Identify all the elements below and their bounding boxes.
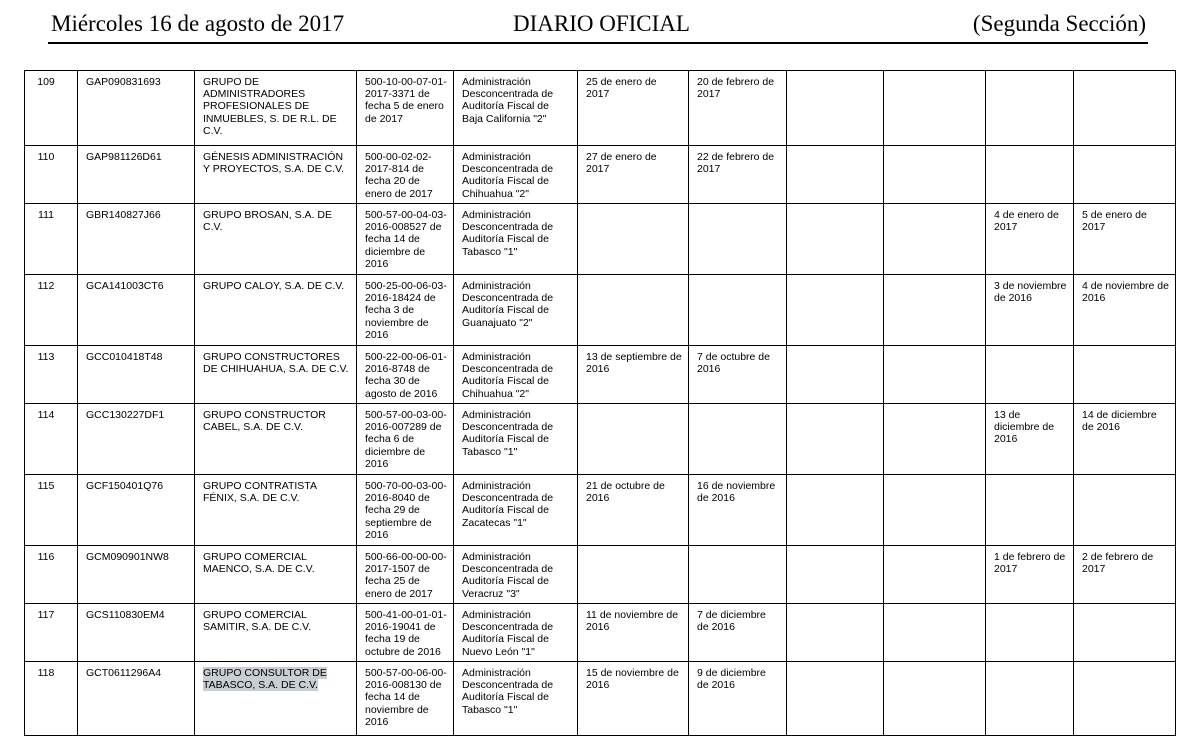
oficio-text: 500-25-00-06-03-2016-18424 de fecha 3 de noviembre de 2016: [365, 280, 447, 341]
blank-cell: [787, 475, 884, 546]
header-date: Miércoles 16 de agosto de 2017: [51, 11, 345, 36]
publication-date-cell: [689, 204, 787, 275]
oficio-text: 500-41-00-01-01-2016-19041 de fecha 19 de octubre de 2016: [365, 609, 447, 658]
row-number: [25, 546, 78, 604]
blank-cell: [884, 404, 986, 475]
publication-date-cell: [689, 404, 787, 475]
authority-cell: [454, 604, 578, 662]
taxpayer-name-cell: [195, 404, 357, 475]
authority-cell: [454, 275, 578, 346]
table-row: [25, 546, 1176, 604]
authority-text: Administración Desconcentrada de Auditoría Fiscal de Tabasco "1": [462, 209, 554, 258]
blank-cell: [884, 146, 986, 204]
row-number-text: 113: [37, 351, 55, 363]
table-row: [25, 475, 1176, 546]
authority-text: Administración Desconcentrada de Auditoría Fiscal de Guanajuato "2": [462, 280, 554, 329]
authority-cell: [454, 71, 578, 146]
taxpayer-name-text: GRUPO CONSTRUCTOR CABEL, S.A. DE C.V.: [203, 409, 326, 434]
date-cell: [986, 475, 1074, 546]
taxpayer-name-cell: [195, 662, 357, 736]
date-cell: [1074, 275, 1176, 346]
date-cell: [986, 404, 1074, 475]
oficio-text: 500-57-00-03-00-2016-007289 de fecha 6 de diciembre de 2016: [365, 409, 447, 470]
date-cell: [986, 204, 1074, 275]
authority-cell: [454, 146, 578, 204]
row-number: [25, 346, 78, 404]
date-cell: [986, 662, 1074, 736]
oficio-text: 500-57-00-04-03-2016-008527 de fecha 14 de diciembre de 2016: [365, 209, 447, 270]
notification-date-cell: [578, 346, 689, 404]
authority-cell: [454, 404, 578, 475]
blank-cell: [787, 204, 884, 275]
row-number-text: 115: [37, 480, 55, 492]
notification-date-text: 21 de octubre de 2016: [586, 480, 665, 505]
taxpayer-name-text: GRUPO DE ADMINISTRADORES PROFESIONALES DE INMUEBLES, S. DE R.L. DE C.V.: [203, 76, 337, 137]
date-text: 1 de febrero de 2017: [994, 551, 1066, 576]
table-row: [25, 71, 1176, 146]
date-cell: [986, 146, 1074, 204]
oficio-cell: [357, 71, 454, 146]
row-number-text: 118: [37, 667, 55, 679]
publication-date-cell: [689, 546, 787, 604]
blank-cell: [884, 604, 986, 662]
rfc-cell: [78, 662, 195, 736]
table-body: [25, 71, 1176, 736]
publication-date-cell: [689, 146, 787, 204]
rfc-cell: [78, 204, 195, 275]
rfc-text: GCS110830EM4: [86, 609, 165, 621]
date-cell: [1074, 475, 1176, 546]
taxpayer-name-text: GRUPO CONSTRUCTORES DE CHIHUAHUA, S.A. DE C.V.: [203, 351, 349, 376]
blank-cell: [787, 346, 884, 404]
date-cell: [1074, 604, 1176, 662]
date-text: 4 de noviembre de 2016: [1082, 280, 1169, 305]
table-row: [25, 662, 1176, 736]
notification-date-cell: [578, 475, 689, 546]
date-text: 14 de diciembre de 2016: [1082, 409, 1157, 434]
authority-text: Administración Desconcentrada de Auditoría Fiscal de Chihuahua "2": [462, 151, 554, 200]
blank-cell: [884, 204, 986, 275]
row-number: [25, 204, 78, 275]
rfc-text: GCC010418T48: [86, 351, 163, 363]
table-row: [25, 604, 1176, 662]
date-text: 4 de enero de 2017: [994, 209, 1059, 234]
rfc-cell: [78, 475, 195, 546]
taxpayer-name-text: GRUPO BROSAN, S.A. DE C.V.: [203, 209, 332, 234]
row-number: [25, 146, 78, 204]
rfc-text: GCT0611296A4: [86, 667, 162, 679]
authority-text: Administración Desconcentrada de Auditoría Fiscal de Baja California "2": [462, 76, 554, 125]
row-number: [25, 275, 78, 346]
date-cell: [1074, 662, 1176, 736]
date-text: 2 de febrero de 2017: [1082, 551, 1154, 576]
authority-text: Administración Desconcentrada de Auditoría Fiscal de Veracruz "3": [462, 551, 554, 600]
publication-date-cell: [689, 346, 787, 404]
header-publication-title: DIARIO OFICIAL: [513, 11, 690, 36]
publication-date-text: 7 de octubre de 2016: [697, 351, 770, 376]
publication-date-cell: [689, 475, 787, 546]
notification-date-cell: [578, 204, 689, 275]
notification-date-cell: [578, 275, 689, 346]
selected-text[interactable]: GRUPO CONSULTOR DE TABASCO, S.A. DE C.V.: [203, 667, 327, 692]
taxpayer-name-cell: [195, 275, 357, 346]
blank-cell: [787, 275, 884, 346]
authority-cell: [454, 662, 578, 736]
taxpayer-name-cell: [195, 604, 357, 662]
date-text: 3 de noviembre de 2016: [994, 280, 1067, 305]
notification-date-text: 13 de septiembre de 2016: [586, 351, 682, 376]
publication-date-cell: [689, 662, 787, 736]
oficio-text: 500-57-00-06-00-2016-008130 de fecha 14 de noviembre de 2016: [365, 667, 447, 728]
blank-cell: [787, 146, 884, 204]
rfc-cell: [78, 404, 195, 475]
notification-date-text: 27 de enero de 2017: [586, 151, 657, 176]
date-cell: [1074, 404, 1176, 475]
taxpayer-name-cell: [195, 475, 357, 546]
blank-cell: [787, 404, 884, 475]
row-number-text: 117: [37, 609, 55, 621]
blank-cell: [884, 475, 986, 546]
oficio-cell: [357, 662, 454, 736]
publication-date-text: 20 de febrero de 2017: [697, 76, 775, 101]
page-header: [48, 8, 1148, 44]
authority-text: Administración Desconcentrada de Auditoría Fiscal de Tabasco "1": [462, 409, 554, 458]
notification-date-cell: [578, 71, 689, 146]
notification-date-cell: [578, 404, 689, 475]
blank-cell: [884, 546, 986, 604]
publication-date-cell: [689, 275, 787, 346]
blank-cell: [884, 346, 986, 404]
date-cell: [1074, 146, 1176, 204]
rfc-text: GCA141003CT6: [86, 280, 164, 292]
authority-cell: [454, 475, 578, 546]
rfc-text: GAP090831693: [86, 76, 161, 88]
publication-date-cell: [689, 604, 787, 662]
rfc-cell: [78, 604, 195, 662]
authority-text: Administración Desconcentrada de Auditoría Fiscal de Chihuahua "2": [462, 351, 554, 400]
notification-date-cell: [578, 604, 689, 662]
publication-date-text: 22 de febrero de 2017: [697, 151, 775, 176]
authority-cell: [454, 204, 578, 275]
notification-date-text: 11 de noviembre de 2016: [586, 609, 679, 634]
taxpayer-name-cell: [195, 546, 357, 604]
date-cell: [1074, 346, 1176, 404]
date-text: 5 de enero de 2017: [1082, 209, 1147, 234]
date-cell: [1074, 546, 1176, 604]
authority-text: Administración Desconcentrada de Auditoría Fiscal de Tabasco "1": [462, 667, 554, 716]
rfc-cell: [78, 346, 195, 404]
taxpayer-name-text: GRUPO CALOY, S.A. DE C.V.: [203, 280, 345, 292]
blank-cell: [787, 662, 884, 736]
oficio-text: 500-70-00-03-00-2016-8040 de fecha 29 de septiembre de 2016: [365, 480, 447, 541]
date-cell: [986, 71, 1074, 146]
oficio-cell: [357, 604, 454, 662]
row-number: [25, 404, 78, 475]
taxpayer-name-cell: [195, 71, 357, 146]
oficio-text: 500-22-00-06-01-2016-8748 de fecha 30 de agosto de 2016: [365, 351, 447, 400]
blank-cell: [884, 71, 986, 146]
rfc-cell: [78, 275, 195, 346]
notification-date-cell: [578, 546, 689, 604]
rfc-cell: [78, 546, 195, 604]
notification-date-text: 15 de noviembre de 2016: [586, 667, 679, 692]
oficio-cell: [357, 275, 454, 346]
taxpayer-name-text: GÉNESIS ADMINISTRACIÓN Y PROYECTOS, S.A. DE C.V.: [203, 151, 345, 176]
taxpayer-table: [24, 70, 1176, 736]
oficio-cell: [357, 346, 454, 404]
taxpayer-name-cell: [195, 146, 357, 204]
row-number: [25, 662, 78, 736]
rfc-text: GAP981126D61: [86, 151, 162, 163]
oficio-cell: [357, 475, 454, 546]
date-cell: [986, 275, 1074, 346]
taxpayer-name-text: GRUPO COMERCIAL MAENCO, S.A. DE C.V.: [203, 551, 315, 576]
date-cell: [1074, 71, 1176, 146]
rfc-cell: [78, 71, 195, 146]
row-number-text: 114: [37, 409, 55, 421]
oficio-cell: [357, 204, 454, 275]
row-number-text: 112: [37, 280, 55, 292]
blank-cell: [787, 546, 884, 604]
taxpayer-name-text: GRUPO CONTRATISTA FÉNIX, S.A. DE C.V.: [203, 480, 317, 505]
blank-cell: [884, 662, 986, 736]
table-row: [25, 275, 1176, 346]
oficio-cell: [357, 404, 454, 475]
blank-cell: [787, 604, 884, 662]
taxpayer-name-cell: [195, 204, 357, 275]
notification-date-cell: [578, 146, 689, 204]
authority-cell: [454, 346, 578, 404]
publication-date-text: 9 de diciembre de 2016: [697, 667, 766, 692]
oficio-cell: [357, 546, 454, 604]
row-number-text: 109: [37, 76, 55, 88]
table-row: [25, 204, 1176, 275]
rfc-text: GCM090901NW8: [86, 551, 169, 563]
date-text: 13 de diciembre de 2016: [994, 409, 1055, 446]
date-cell: [986, 346, 1074, 404]
rfc-text: GCF150401Q76: [86, 480, 164, 492]
table-row: [25, 346, 1176, 404]
authority-text: Administración Desconcentrada de Auditoría Fiscal de Nuevo León "1": [462, 609, 554, 658]
notification-date-text: 25 de enero de 2017: [586, 76, 657, 101]
oficio-text: 500-00-02-02-2017-814 de fecha 20 de enero de 2017: [365, 151, 433, 200]
rfc-text: GBR140827J66: [86, 209, 161, 221]
row-number-text: 116: [37, 551, 55, 563]
row-number: [25, 71, 78, 146]
table-row: [25, 146, 1176, 204]
authority-text: Administración Desconcentrada de Auditoría Fiscal de Zacatecas "1": [462, 480, 554, 529]
row-number-text: 110: [37, 151, 55, 163]
date-cell: [1074, 204, 1176, 275]
authority-cell: [454, 546, 578, 604]
date-cell: [986, 546, 1074, 604]
rfc-text: GCC130227DF1: [86, 409, 165, 421]
taxpayer-name-text: GRUPO COMERCIAL SAMITIR, S.A. DE C.V.: [203, 609, 312, 634]
taxpayer-name-cell: [195, 346, 357, 404]
notification-date-cell: [578, 662, 689, 736]
row-number: [25, 604, 78, 662]
row-number: [25, 475, 78, 546]
publication-date-text: 16 de noviembre de 2016: [697, 480, 776, 505]
blank-cell: [787, 71, 884, 146]
date-cell: [986, 604, 1074, 662]
publication-date-text: 7 de diciembre de 2016: [697, 609, 766, 634]
blank-cell: [884, 275, 986, 346]
rfc-cell: [78, 146, 195, 204]
oficio-text: 500-66-00-00-00-2017-1507 de fecha 25 de enero de 2017: [365, 551, 447, 600]
table-row: [25, 404, 1176, 475]
oficio-text: 500-10-00-07-01-2017-3371 de fecha 5 de enero de 2017: [365, 76, 447, 125]
row-number-text: 111: [38, 209, 54, 221]
publication-date-cell: [689, 71, 787, 146]
oficio-cell: [357, 146, 454, 204]
header-section: (Segunda Sección): [972, 11, 1146, 36]
